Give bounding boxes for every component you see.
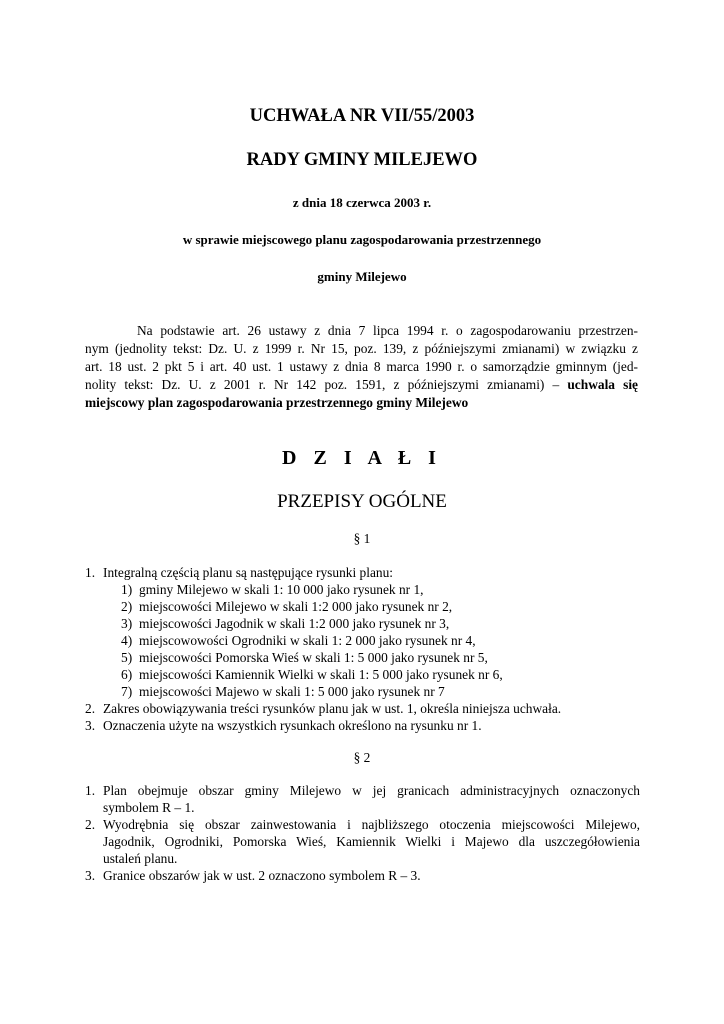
preamble — [85, 322, 638, 412]
list-item: 2. Wyodrębnia się obszar zainwestowania i najbliższego otoczenia miejscowości Milejewo, Jagodnik, Ogrodniki, Pomorska Wieś, Kamiennik Wielki i Majewo dla uszczegółowienia ustaleń planu. — [85, 817, 640, 866]
preamble-line: Na podstawie art. 26 ustawy z dnia 7 lipca 1994 r. o zagospodarowaniu przestrzen- — [137, 323, 638, 338]
list-item: 3. Granice obszarów jak w ust. 2 oznaczono symbolem R – 3. — [85, 868, 421, 883]
list-item: 1. Integralną częścią planu są następujące rysunki planu: 1) gminy Milejewo w skali 1: 10 000 jako rysunek nr 1, 2) miejscowości Milejewo w skali 1:2 000 jako rysunek nr 2, 3) miejscowości Jagodnik w skali 1:2 000 jako rysunek nr 3, 4) miejscowowości Ogrodniki w skali 1: 2 000 jako rysunek nr 4, 5) miejscowości Pomorska Wieś w skali 1: 5 000 jako rysunek nr 5, 6) miejscowości Kamiennik Wielki w skali 1: 5 000 jako rysunek nr 6, 7) miejscowości Majewo w skali 1: 5 000 jako rysunek nr 7 — [85, 564, 640, 700]
drawings-sublist — [103, 581, 640, 700]
preamble-line: nolity tekst: Dz. U. z 2001 r. Nr 142 poz. 1591, z późniejszymi zmianami) – uchwala się — [85, 377, 638, 392]
list-item: 3. Oznaczenia użyte na wszystkich rysunkach określono na rysunku nr 1. — [85, 718, 482, 733]
section-heading: PRZEPISY OGÓLNE — [277, 491, 447, 512]
sub-list-item: 7) miejscowości Majewo w skali 1: 5 000 jako rysunek nr 7 — [121, 684, 445, 699]
sub-list-item: 2) miejscowości Milejewo w skali 1:2 000 jako rysunek nr 2, — [121, 599, 453, 614]
paragraph-1-symbol: § 1 — [353, 531, 371, 546]
preamble-line: art. 18 ust. 2 pkt 5 i art. 40 ust. 1 ustawy z dnia 8 marca 1990 r. o samorządzie gminnym (jed- — [85, 359, 638, 374]
sub-list-item: 5) miejscowości Pomorska Wieś w skali 1: 5 000 jako rysunek nr 5, — [121, 650, 488, 665]
resolution-title: UCHWAŁA NR VII/55/2003 — [249, 106, 475, 126]
list-item: 2. Zakres obowiązywania treści rysunków planu jak w ust. 1, określa niniejsza uchwała. — [85, 701, 562, 716]
preamble-line: nym (jednolity tekst: Dz. U. z 1999 r. Nr 15, poz. 139, z późniejszymi zmianami) w związku z — [85, 341, 638, 356]
resolution-issuer: RADY GMINY MILEJEWO — [246, 150, 478, 170]
resolution-date: z dnia 18 czerwca 2003 r. — [292, 195, 432, 210]
resolution-subject-line-1: w sprawie miejscowego planu zagospodarowania przestrzennego — [182, 232, 542, 247]
section-number: D Z I A Ł I — [282, 447, 442, 469]
sub-list-item: 4) miejscowowości Ogrodniki w skali 1: 2 000 jako rysunek nr 4, — [121, 633, 476, 648]
sub-list-item: 1) gminy Milejewo w skali 1: 10 000 jako rysunek nr 1, — [121, 582, 424, 597]
preamble-enactment-bold: uchwala się — [567, 377, 638, 392]
paragraph-1-list — [85, 564, 640, 734]
paragraph-2-symbol: § 2 — [353, 750, 371, 765]
resolution-subject-line-2: gminy Milejewo — [317, 269, 407, 284]
list-item: 1. Plan obejmuje obszar gminy Milejewo w jej granicach administracyjnych oznaczonych symbolem R – 1. — [85, 783, 640, 815]
sub-list-item: 3) miejscowości Jagodnik w skali 1:2 000 jako rysunek nr 3, — [121, 616, 450, 631]
preamble-plan-name: miejscowy plan zagospodarowania przestrzennego gminy Milejewo — [85, 395, 469, 410]
sub-list-item: 6) miejscowości Kamiennik Wielki w skali 1: 5 000 jako rysunek nr 6, — [121, 667, 503, 682]
paragraph-2-list — [85, 782, 640, 884]
